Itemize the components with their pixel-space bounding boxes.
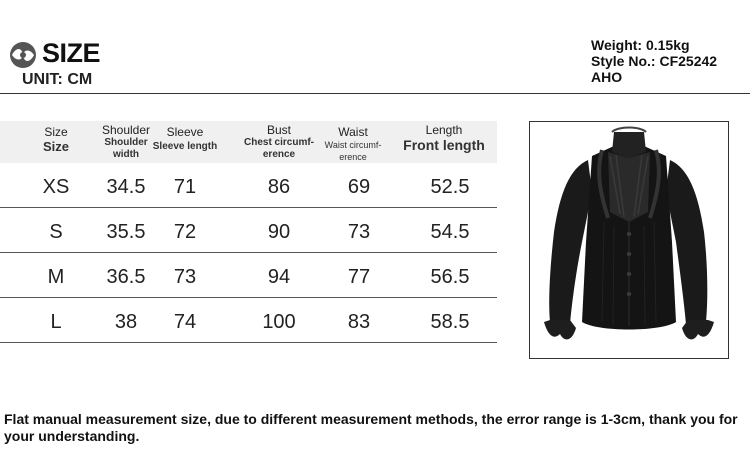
header-bust: Bust Chest circumf- erence [243,123,314,160]
table-row: XS 34.5 71 86 69 52.5 [0,163,497,208]
weight-label: Weight: 0.15kg [591,37,690,53]
unit-label: UNIT: CM [22,71,93,88]
header-size: Size Size [42,125,69,154]
header-divider [0,93,750,94]
style-number-label: Style No.: CF25242 [591,53,718,69]
header-waist: Waist Waist circumf- erence [324,125,382,162]
table-row: S 35.5 72 90 73 54.5 [0,208,497,253]
table-row: L 38 74 100 83 58.5 [0,298,497,343]
brand-logo-icon [6,41,40,69]
black-lace-blouse-icon [530,122,728,358]
size-chart-title: SIZE [42,38,101,68]
table-header [0,121,497,163]
product-info [591,37,717,85]
header-sleeve: Sleeve Sleeve length [152,125,218,152]
header-shoulder: Shoulder Shoulder width [101,123,151,160]
product-image-frame [529,121,729,359]
style-number-suffix: AHO [591,69,623,85]
measurement-note: Flat manual measurement size, due to different measurement methods, the error range is 1-3cm, thank you for your understanding. [4,411,738,444]
size-table [0,121,497,343]
table-row: M 36.5 73 94 77 56.5 [0,253,497,298]
header-length: Length Front length [403,123,485,153]
